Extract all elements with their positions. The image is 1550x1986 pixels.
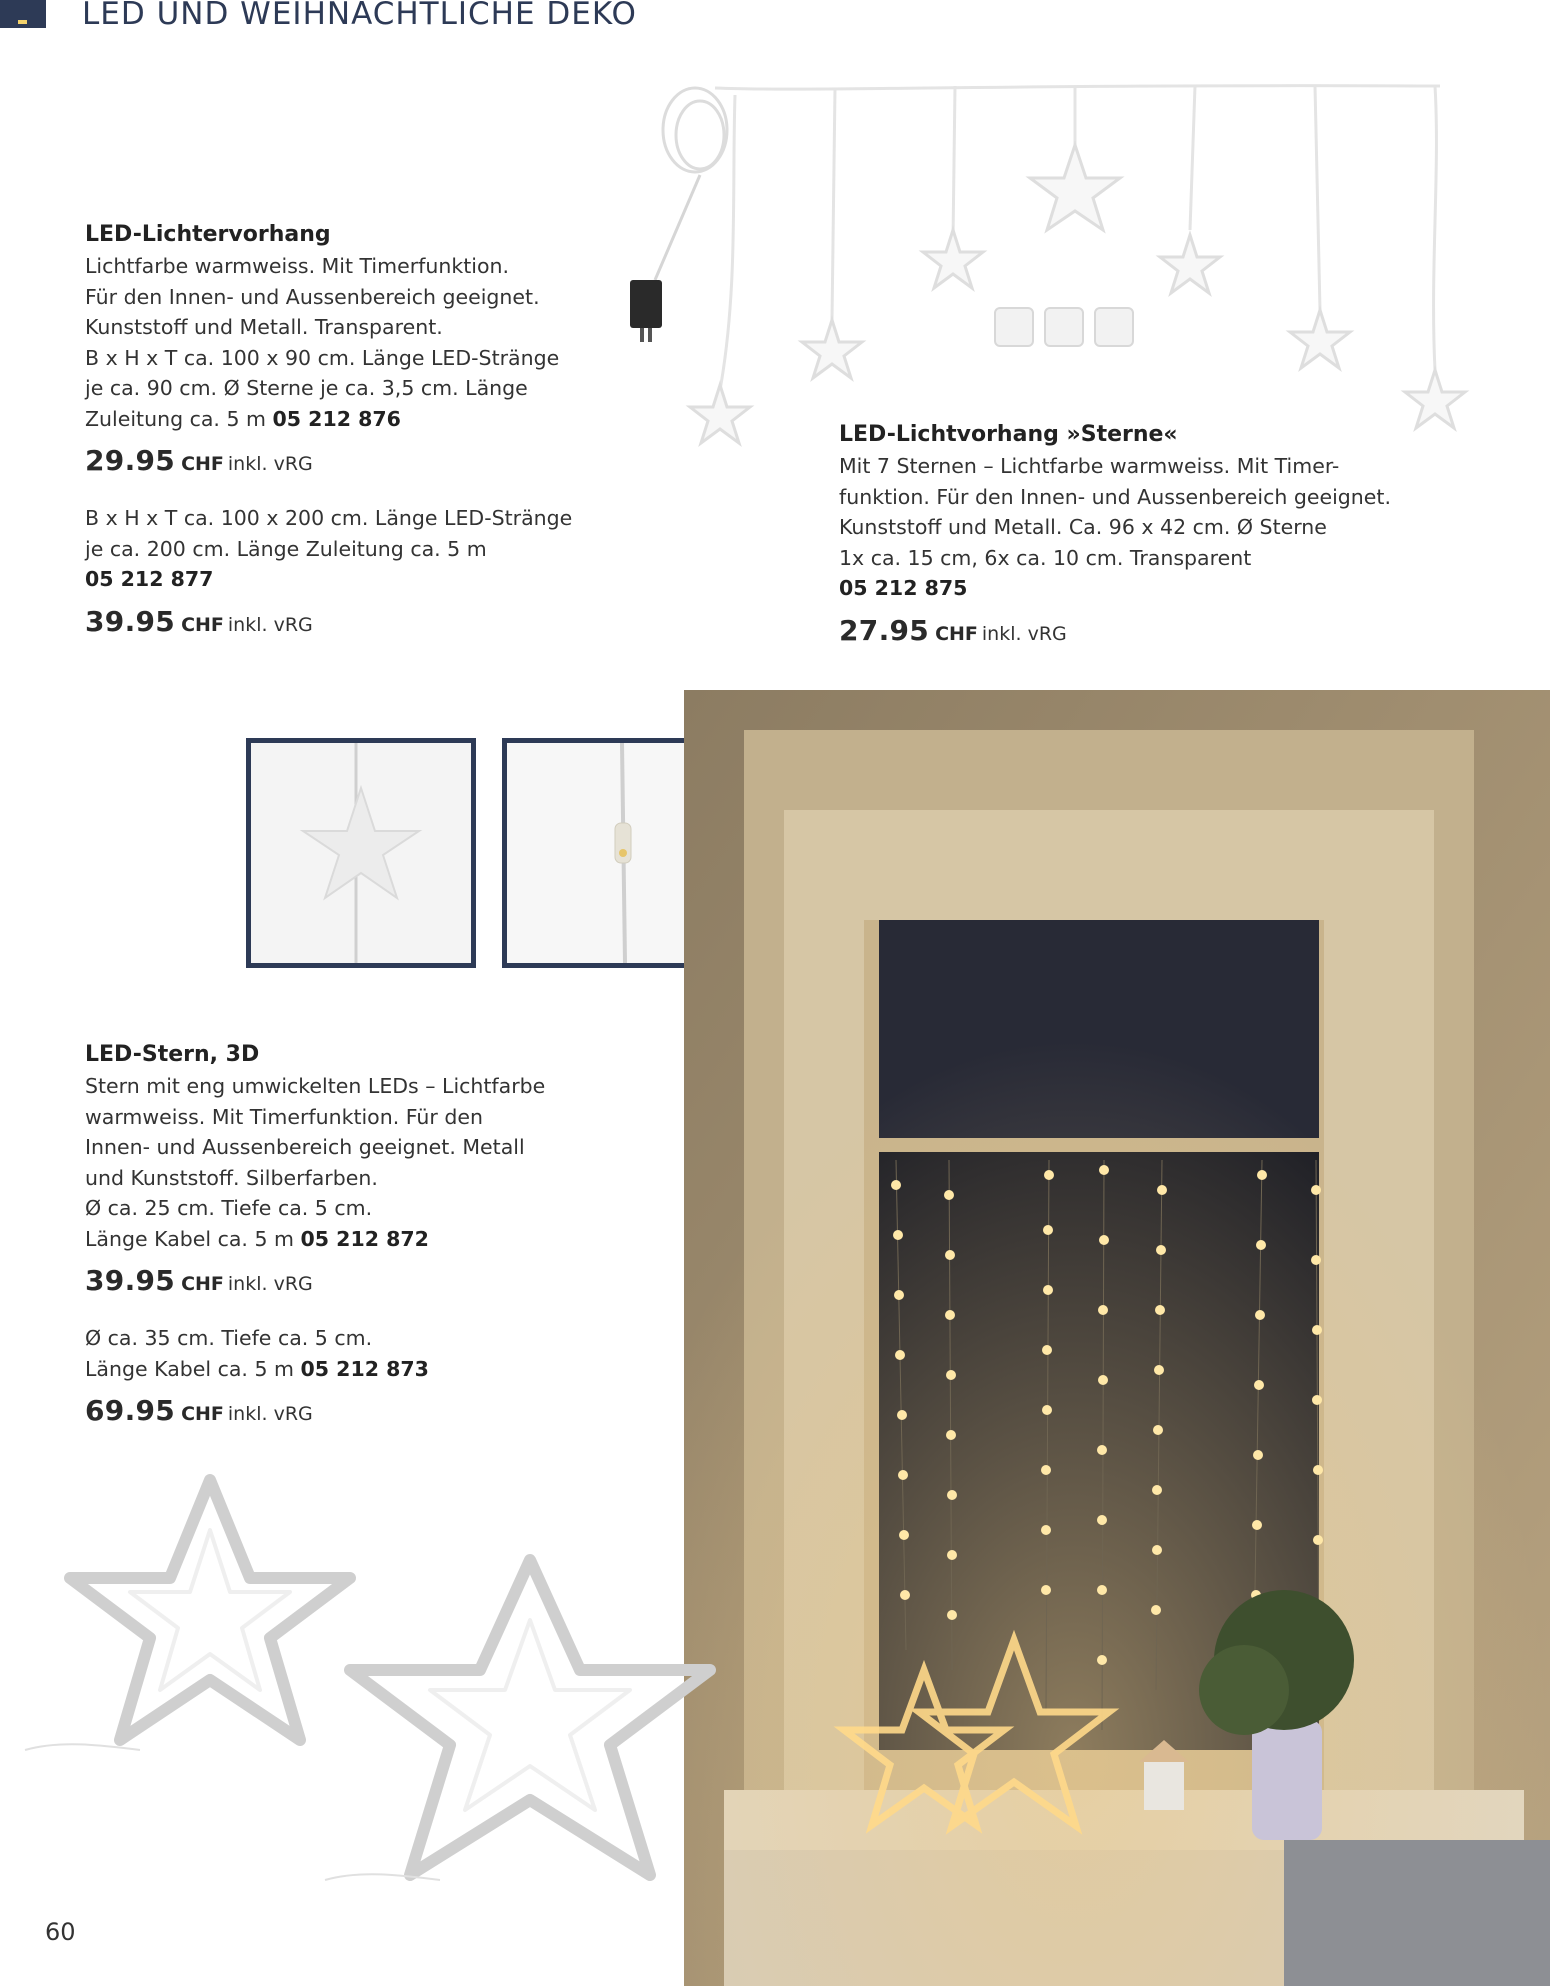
star-icon: [802, 320, 862, 378]
description-line: 1x ca. 15 cm, 6x ca. 10 cm. Transparent: [839, 545, 1252, 570]
article-number: 05 212 872: [300, 1226, 429, 1251]
price: 69.95: [85, 1394, 176, 1427]
price-note: inkl. vRG: [227, 1403, 313, 1425]
price: 39.95: [85, 1264, 176, 1297]
product-title: LED-Lichtervorhang: [85, 222, 331, 247]
article-number: 05 212 877: [85, 567, 214, 591]
description-line: Mit 7 Sternen – Lichtfarbe warmweiss. Mit Timer-: [839, 454, 1340, 478]
description-text: Länge Kabel ca. 5 m: [85, 1226, 301, 1251]
currency: CHF: [181, 613, 224, 636]
lifestyle-photo: [684, 690, 1550, 1986]
header-tab-mark: [18, 20, 27, 24]
price-note: inkl. vRG: [227, 453, 313, 475]
price: 29.95: [85, 444, 176, 477]
article-number: 05 212 875: [839, 576, 968, 600]
description-line: je ca. 90 cm. Ø Sterne je ca. 3,5 cm. Länge: [85, 376, 528, 400]
description-line: funktion. Für den Innen- und Aussenbereich geeignet.: [839, 484, 1391, 509]
price-note: inkl. vRG: [227, 613, 313, 636]
article-number: 05 212 876: [272, 406, 401, 431]
star-icon: [1290, 310, 1350, 368]
currency: CHF: [935, 622, 978, 645]
variant-description: [85, 503, 572, 595]
description-line: und Kunststoff. Silberfarben.: [85, 1165, 378, 1190]
stars-curtain-image: [620, 70, 1480, 470]
price-row: [85, 1264, 545, 1297]
price-row: [85, 605, 572, 638]
description-text: Länge Kabel ca. 5 m: [85, 1356, 301, 1381]
description-line: B x H x T ca. 100 x 90 cm. Länge LED-Stränge: [85, 345, 560, 370]
description-line: warmweiss. Mit Timerfunktion. Für den: [85, 1104, 483, 1129]
adhesive-hook-icon: [1095, 308, 1133, 346]
product-title: LED-Stern, 3D: [85, 1042, 260, 1067]
timer-box-icon: [630, 280, 662, 328]
price: 39.95: [85, 604, 176, 638]
adhesive-hook-icon: [995, 308, 1033, 346]
description-line: Ø ca. 25 cm. Tiefe ca. 5 cm.: [85, 1196, 373, 1220]
led-star-3d-image: [20, 1470, 720, 1910]
currency: CHF: [181, 453, 224, 475]
price-row: [85, 1394, 545, 1427]
description-line: Für den Innen- und Aussenbereich geeignet.: [85, 284, 540, 309]
description-line: Innen- und Aussenbereich geeignet. Metall: [85, 1135, 525, 1159]
product-description: [85, 1071, 545, 1254]
currency: CHF: [181, 1273, 224, 1295]
star-icon: [303, 788, 419, 898]
price-row: [839, 614, 1391, 647]
page-number: 60: [45, 1918, 76, 1946]
product-description: [85, 251, 572, 434]
description-line: [85, 1224, 545, 1255]
price-row: [85, 444, 572, 477]
page-title: LED UND WEIHNACHTLICHE DEKO: [82, 0, 637, 32]
description-line: [85, 1354, 545, 1385]
description-line: Ø ca. 35 cm. Tiefe ca. 5 cm.: [85, 1326, 373, 1350]
description-line: Kunststoff und Metall. Transparent.: [85, 315, 443, 339]
description-text: Zuleitung ca. 5 m: [85, 406, 273, 431]
detail-thumbnail-star: [246, 738, 476, 968]
product-led-star-3d: [85, 1042, 545, 1427]
variant-description: [85, 1323, 545, 1384]
description-line: Stern mit eng umwickelten LEDs – Lichtfarbe: [85, 1074, 546, 1098]
article-number: 05 212 873: [300, 1356, 429, 1381]
description-line: [85, 404, 572, 435]
price-note: inkl. vRG: [227, 1273, 313, 1295]
product-title: LED-Lichtvorhang »Sterne«: [839, 422, 1178, 447]
currency: CHF: [181, 1403, 224, 1425]
star-icon: [1405, 370, 1465, 428]
product-led-curtain: [85, 222, 572, 638]
star-icon: [923, 230, 983, 288]
price-note: inkl. vRG: [981, 622, 1067, 645]
product-description: [839, 451, 1391, 604]
star-icon: [690, 385, 750, 443]
description-line: Kunststoff und Metall. Ca. 96 x 42 cm. Ø Sterne: [839, 515, 1327, 539]
product-stars-curtain: [839, 422, 1391, 647]
star-icon: [1160, 235, 1220, 293]
description-line: Lichtfarbe warmweiss. Mit Timerfunktion.: [85, 254, 509, 278]
price: 27.95: [839, 613, 930, 647]
star-icon: [1030, 145, 1120, 230]
description-line: B x H x T ca. 100 x 200 cm. Länge LED-Stränge: [85, 506, 573, 530]
description-line: je ca. 200 cm. Länge Zuleitung ca. 5 m: [85, 536, 487, 561]
adhesive-hook-icon: [1045, 308, 1083, 346]
star-icon: [70, 1480, 350, 1740]
star-icon: [350, 1560, 710, 1875]
